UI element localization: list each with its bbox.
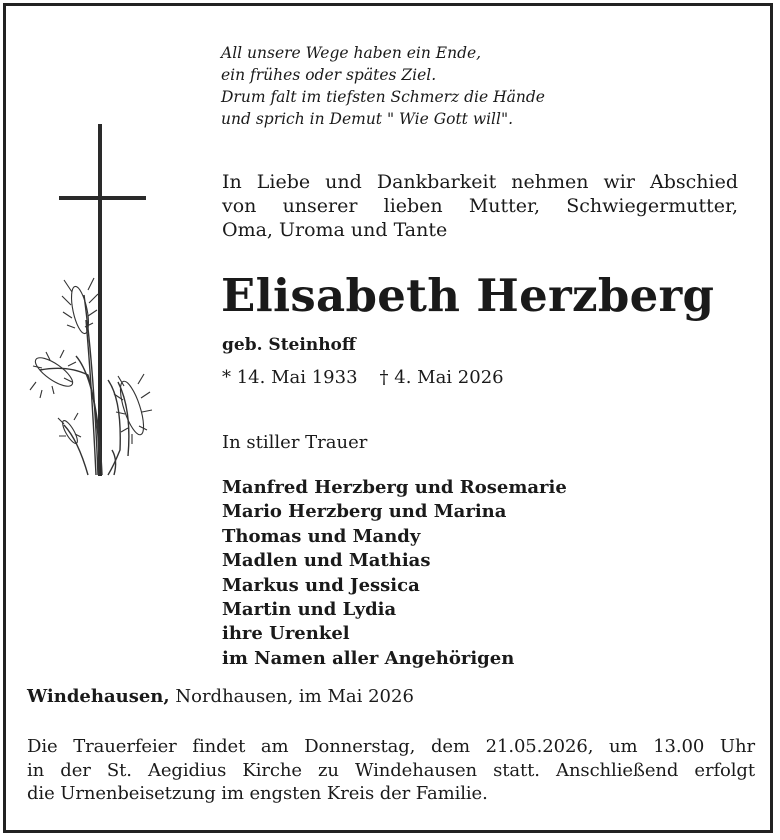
mourner: Madlen und Mathias [222, 550, 431, 572]
poem-line: ein frühes oder spätes Ziel. [221, 66, 437, 84]
mourner: Markus und Jessica [222, 574, 420, 596]
life-dates [222, 365, 504, 391]
mourners-list [222, 476, 567, 671]
poem-line: Drum falt im tiefsten Schmerz die Hände [221, 88, 545, 106]
deceased-name: Elisabeth Herzberg [221, 269, 715, 322]
poem [221, 42, 545, 130]
mourning-line: In stiller Trauer [222, 432, 368, 453]
intro-line: von unserer lieben Mutter, Schwiegermutter, [222, 195, 738, 217]
service-line: die Urnenbeisetzung im engsten Kreis der Familie. [27, 783, 488, 804]
poem-line: und sprich in Demut " Wie Gott will". [221, 110, 514, 128]
mourner: Thomas und Mandy [222, 525, 421, 547]
funeral-service-info [27, 735, 755, 806]
maiden-name: geb. Steinhoff [222, 335, 356, 355]
birth-date: * 14. Mai 1933 [222, 367, 358, 388]
cross-with-wheat-icon [28, 120, 168, 480]
mourner: ihre Urenkel [222, 623, 350, 645]
intro-line: Oma, Uroma und Tante [222, 219, 448, 241]
mourner: Manfred Herzberg und Rosemarie [222, 477, 567, 498]
place-and-date [27, 684, 414, 710]
wheat-ears-icon [30, 278, 152, 475]
service-line: Die Trauerfeier findet am Donnerstag, dem 21.05.2026, um 13.00 Uhr [27, 736, 755, 757]
mourner: Mario Herzberg und Marina [222, 501, 507, 523]
place-town: Windehausen, [27, 686, 170, 707]
intro-line: In Liebe und Dankbarkeit nehmen wir Abschied [222, 171, 738, 193]
poem-line: All unsere Wege haben ein Ende, [221, 44, 482, 62]
death-date: † 4. Mai 2026 [379, 367, 504, 388]
place-rest: Nordhausen, im Mai 2026 [169, 686, 414, 707]
service-line: in der St. Aegidius Kirche zu Windehausen statt. Anschließend erfolgt [27, 759, 755, 781]
mourner: Martin und Lydia [222, 599, 397, 621]
farewell-intro [222, 170, 738, 242]
mourner: im Namen aller Angehörigen [222, 647, 515, 669]
